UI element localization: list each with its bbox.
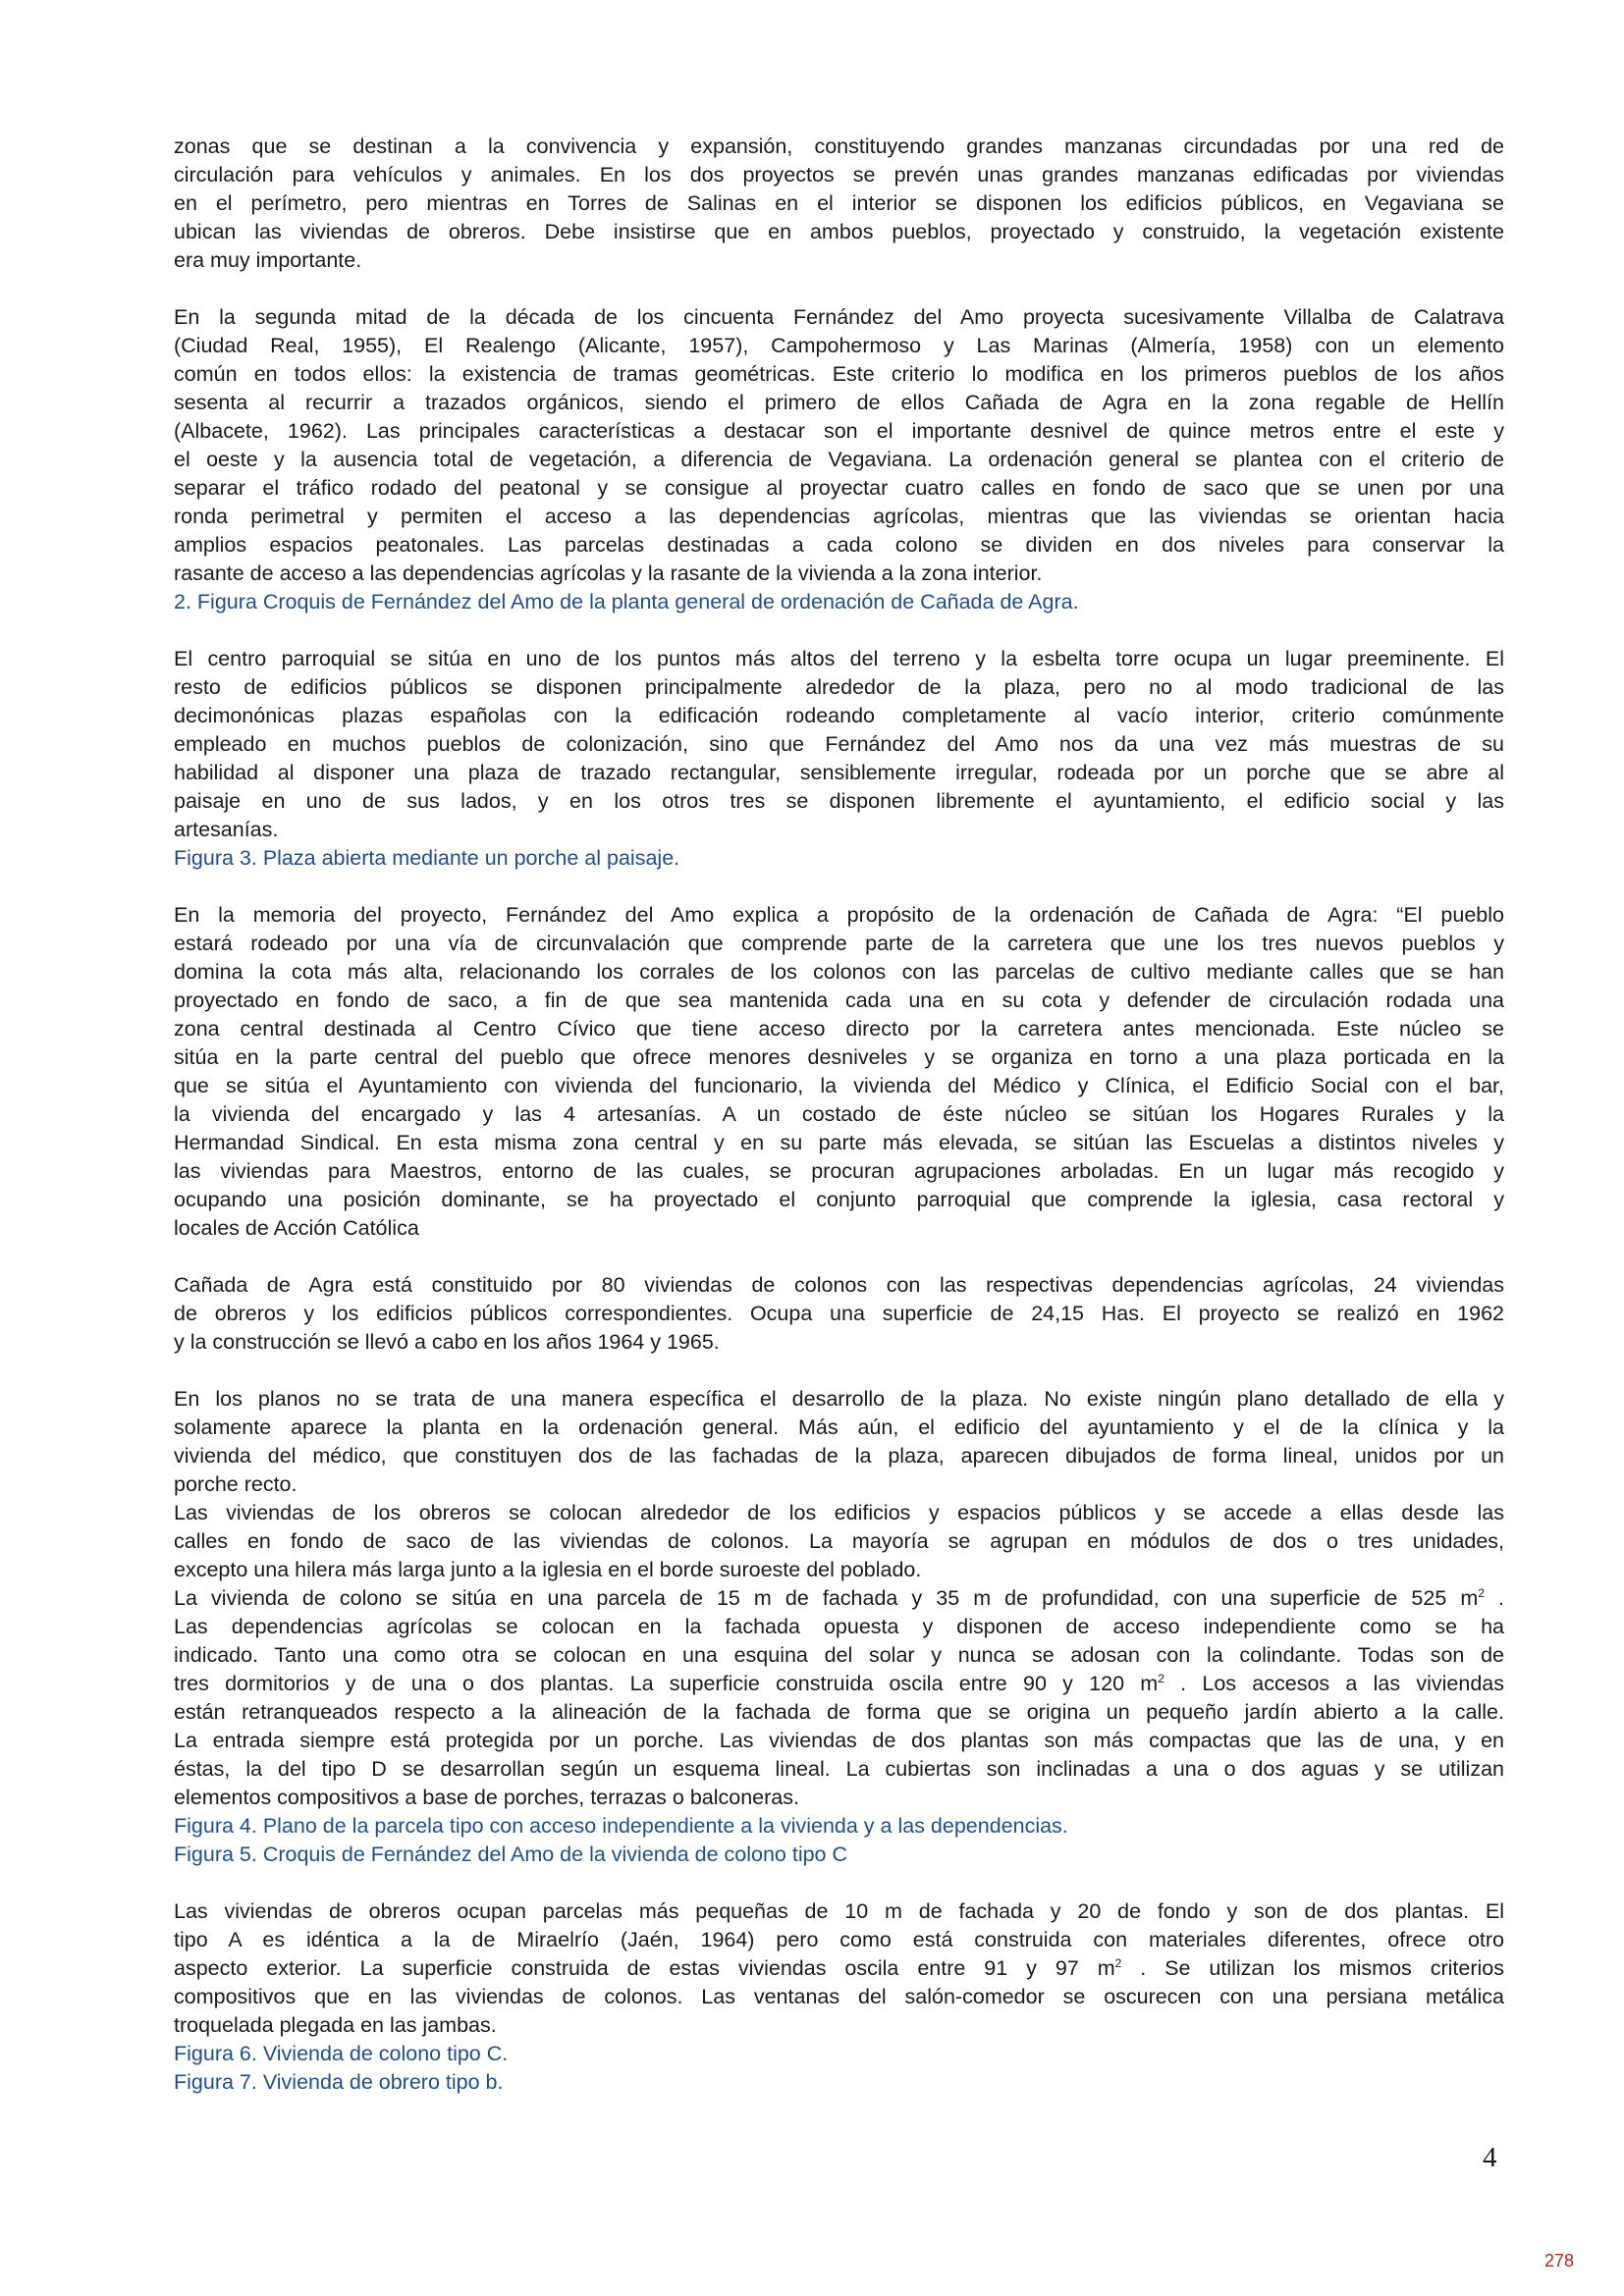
paragraph (174, 1897, 1504, 2097)
text-line: están retranqueados respecto a la alineación de la fachada de forma que se origina un pequeño jardín abierto a la calle. (174, 1700, 1504, 1724)
text-line: tipo A es idéntica a la de Miraelrío (Jaén, 1964) pero como está construida con materiales diferentes, ofrece otro (174, 1928, 1504, 1951)
text-line: En los planos no se trata de una manera específica el desarrollo de la plaza. No existe ningún plano detallado de ella y (174, 1387, 1504, 1411)
figure-caption: 2. Figura Croquis de Fernández del Amo de la planta general de ordenación de Cañada de Agra. (174, 590, 1079, 614)
text-line: el oeste y la ausencia total de vegetación, a diferencia de Vegaviana. La ordenación general se plantea con el criterio de (174, 448, 1504, 471)
figure-caption: Figura 6. Vivienda de colono tipo C. (174, 2042, 509, 2065)
figure-caption: Figura 4. Plano de la parcela tipo con acceso independiente a la vivienda y a las dependencias. (174, 1814, 1068, 1838)
text-line: Las dependencias agrícolas se colocan en la fachada opuesta y disponen de acceso independiente como se ha (174, 1615, 1504, 1638)
text-line: que se sitúa el Ayuntamiento con vivienda del funcionario, la vivienda del Médico y Clínica, el Edificio Social con el bar, (174, 1074, 1504, 1097)
text-line: (Ciudad Real, 1955), El Realengo (Alicante, 1957), Campohermoso y Las Marinas (Almería, 1958) con un elemento (174, 334, 1504, 357)
text-line: La vivienda de colono se sitúa en una parcela de 15 m de fachada y 35 m de profundidad, con una superficie de 525 $m^2$ . (174, 1585, 1504, 1610)
text-line: zonas que se destinan a la convivencia y expansión, constituyendo grandes manzanas circundadas por una red de (174, 134, 1504, 158)
text-line: El centro parroquial se sitúa en uno de los puntos más altos del terreno y la esbelta torre ocupa un lugar preeminente. El (174, 647, 1504, 670)
text-line: indicado. Tanto una como otra se colocan en una esquina del solar y nunca se adosan con la colindante. Todas son de (174, 1643, 1504, 1667)
figure-caption: Figura 7. Vivienda de obrero tipo b. (174, 2070, 504, 2094)
figure-caption: Figura 3. Plaza abierta mediante un porche al paisaje. (174, 846, 680, 870)
text-line: Las viviendas de obreros ocupan parcelas más pequeñas de 10 m de fachada y 20 de fondo y son de dos plantas. El (174, 1899, 1504, 1923)
paragraph (174, 133, 1504, 275)
text-line: troquelada plegada en las jambas. (174, 2013, 497, 2037)
text-line: La entrada siempre está protegida por un porche. Las viviendas de dos plantas son más compactas que las de una, y en (174, 1729, 1504, 1752)
text-line: la vivienda del encargado y las 4 artesanías. A un costado de éste núcleo se sitúan los Hogares Rurales y la (174, 1102, 1504, 1126)
text-line: resto de edificios públicos se disponen principalmente alrededor de la plaza, pero no al modo tradicional de las (174, 675, 1504, 699)
text-line: Hermandad Sindical. En esta misma zona central y en su parte más elevada, se sitúan las Escuelas a distintos niveles y (174, 1131, 1504, 1154)
paragraph (174, 645, 1504, 873)
text-line: artesanías. (174, 818, 279, 841)
text-line: común en todos ellos: la existencia de tramas geométricas. Este criterio lo modifica en los primeros pueblos de los años (174, 362, 1504, 386)
text-line: En la segunda mitad de la década de los cincuenta Fernández del Amo proyecta sucesivamente Villalba de Calatrava (174, 305, 1504, 329)
paragraph (174, 1499, 1504, 1584)
text-line: sitúa en la parte central del pueblo que ofrece menores desniveles y se organiza en torno a una plaza porticada en la (174, 1045, 1504, 1069)
text-line: zona central destinada al Centro Cívico que tiene acceso directo por la carretera antes mencionada. Este núcleo se (174, 1017, 1504, 1041)
text-line: empleado en muchos pueblos de colonización, sino que Fernández del Amo nos da una vez más muestras de su (174, 732, 1504, 756)
paragraph (174, 1385, 1504, 1499)
text-line: amplios espacios peatonales. Las parcelas destinadas a cada colono se dividen en dos niveles para conservar la (174, 533, 1504, 557)
folio-number: 278 (1544, 2251, 1575, 2270)
text-line: rasante de acceso a las dependencias agrícolas y la rasante de la vivienda a la zona interior. (174, 561, 1043, 585)
text-line: y la construcción se llevó a cabo en los años 1964 y 1965. (174, 1330, 720, 1354)
text-line: éstas, la del tipo D se desarrollan según un esquema lineal. La cubiertas son inclinadas a una o dos aguas y se utilizan (174, 1757, 1504, 1781)
text-line: habilidad al disponer una plaza de trazado rectangular, sensiblemente irregular, rodeada por un porche que se abre al (174, 761, 1504, 784)
text-line: elementos compositivos a base de porches, terrazas o balconeras. (174, 1786, 799, 1809)
text-line: vivienda del médico, que constituyen dos de las fachadas de la plaza, aparecen dibujados de forma lineal, unidos por un (174, 1444, 1504, 1468)
paragraph (174, 1584, 1504, 1869)
text-line: ocupando una posición dominante, se ha proyectado el conjunto parroquial que comprende la iglesia, casa rectoral y (174, 1188, 1504, 1211)
text-line: Las viviendas de los obreros se colocan alrededor de los edificios y espacios públicos y se accede a ellas desde las (174, 1501, 1504, 1524)
text-line: ubican las viviendas de obreros. Debe insistirse que en ambos pueblos, proyectado y construido, la vegetación existente (174, 220, 1504, 243)
text-line: excepto una hilera más larga junto a la iglesia en el borde suroeste del poblado. (174, 1558, 922, 1581)
figure-caption: Figura 5. Croquis de Fernández del Amo de la vivienda de colono tipo C (174, 1842, 848, 1866)
text-line: En la memoria del proyecto, Fernández del Amo explica a propósito de la ordenación de Cañada de Agra: “El pueblo (174, 903, 1504, 927)
text-line: solamente aparece la planta en la ordenación general. Más aún, el edificio del ayuntamiento y el de la clínica y la (174, 1415, 1504, 1439)
text-line: separar el tráfico rodado del peatonal y se consigue al proyectar cuatro calles en fondo de saco que se unen por una (174, 476, 1504, 500)
text-line: las viviendas para Maestros, entorno de las cuales, se procuran agrupaciones arboladas. En un lugar más recogido y (174, 1159, 1504, 1183)
document-body (174, 133, 1504, 2125)
paragraph (174, 901, 1504, 1243)
paragraph (174, 303, 1504, 616)
text-line: compositivos que en las viviendas de colonos. Las ventanas del salón-comedor se oscurecen con una persiana metálica (174, 1985, 1504, 2008)
text-line: sesenta al recurrir a trazados orgánicos, siendo el primero de ellos Cañada de Agra en la zona regable de Hellín (174, 391, 1504, 414)
paragraph (174, 1271, 1504, 1357)
text-line: circulación para vehículos y animales. En los dos proyectos se prevén unas grandes manzanas edificadas por viviendas (174, 163, 1504, 187)
text-line: ronda perimetral y permiten el acceso a las dependencias agrícolas, mientras que las viviendas se orientan hacia (174, 505, 1504, 528)
text-line: locales de Acción Católica (174, 1216, 419, 1240)
text-line: tres dormitorios y de una o dos plantas. La superficie construida oscila entre 90 y 120 $m^2$ . Los accesos a las viviendas (174, 1671, 1504, 1695)
text-line: aspecto exterior. La superficie construida de estas viviendas oscila entre 91 y 97 $m^2$ . Se utilizan los mismos criterios (174, 1955, 1504, 1980)
text-line: paisaje en uno de sus lados, y en los otros tres se disponen libremente el ayuntamiento, el edificio social y las (174, 789, 1504, 813)
text-line: proyectado en fondo de saco, a fin de que sea mantenida cada una en su cota y defender de circulación rodada una (174, 988, 1504, 1012)
text-line: estará rodeado por una vía de circunvalación que comprende parte de la carretera que une los tres nuevos pueblos y (174, 932, 1504, 955)
page-number: 4 (1483, 2142, 1497, 2173)
text-line: porche recto. (174, 1472, 298, 1496)
text-line: era muy importante. (174, 248, 362, 272)
text-line: (Albacete, 1962). Las principales características a destacar son el importante desnivel de quince metros entre el este y (174, 419, 1504, 443)
text-line: decimonónicas plazas españolas con la edificación rodeando completamente al vacío interior, criterio comúnmente (174, 704, 1504, 727)
text-line: de obreros y los edificios públicos correspondientes. Ocupa una superficie de 24,15 Has. El proyecto se realizó en 1962 (174, 1302, 1504, 1325)
text-line: Cañada de Agra está constituido por 80 viviendas de colonos con las respectivas dependencias agrícolas, 24 viviendas (174, 1273, 1504, 1297)
text-line: domina la cota más alta, relacionando los corrales de los colonos con las parcelas de cultivo mediante calles que se han (174, 960, 1504, 984)
text-line: calles en fondo de saco de las viviendas de colonos. La mayoría se agrupan en módulos de dos o tres unidades, (174, 1529, 1504, 1553)
text-line: en el perímetro, pero mientras en Torres de Salinas en el interior se disponen los edificios públicos, en Vegaviana se (174, 191, 1504, 215)
